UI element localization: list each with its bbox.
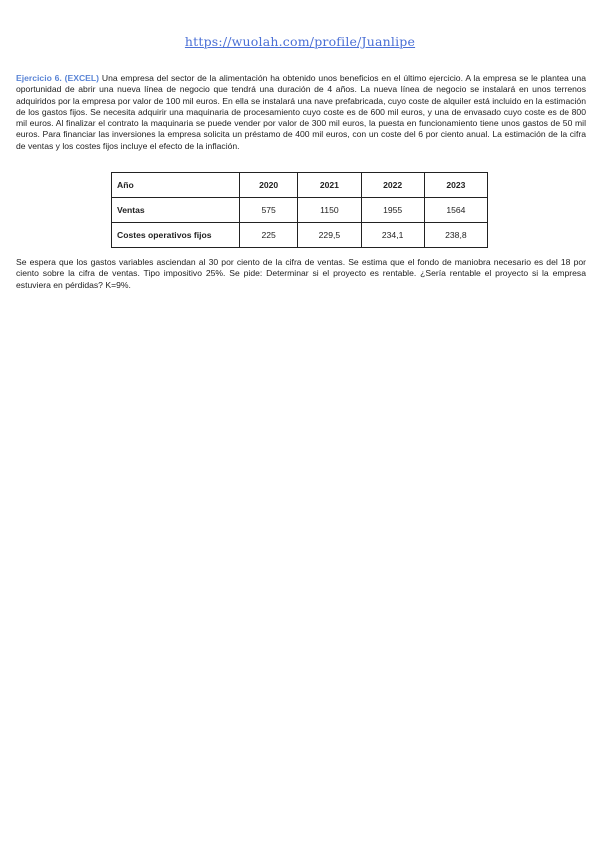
table-row-label: Ventas [112,198,240,223]
followup-statement: Se espera que los gastos variables asciendan al 30 por ciento de la cifra de ventas. Se estima que el fondo de maniobra necesario es del 18 por ciento sobre la cifra de ventas. Tipo impositivo 25%. Se pide: Determinar si el proyecto es rentable. ¿Sería rentable el proyecto si la empresa estuviera en pérdidas? K=9%. [16,257,586,290]
data-table [111,172,488,248]
table-cell: 575 [240,198,298,223]
table-header-cell: 2020 [240,173,298,198]
table-row [112,198,488,223]
table-cell: 225 [240,223,298,248]
table-cell: 1564 [424,198,487,223]
table-header-row [112,173,488,198]
table-cell: 238,8 [424,223,487,248]
table-header-cell: 2022 [361,173,424,198]
table-row-label: Costes operativos fijos [112,223,240,248]
exercise-label: Ejercicio 6. (EXCEL) [16,73,100,83]
table-cell: 234,1 [361,223,424,248]
exercise-statement [16,73,586,152]
table-row [112,223,488,248]
table-header-cell: Año [112,173,240,198]
table-cell: 229,5 [298,223,361,248]
table-cell: 1955 [361,198,424,223]
exercise-text: Una empresa del sector de la alimentación ha obtenido unos beneficios en el último ejercicio. A la empresa se le plantea una oportunidad de abrir una nueva línea de negocio que tendrá una duración de 4 años. La nueva línea de negocio se instalará en unos terrenos adquiridos por la empresa por valor de 100 mil euros. En ella se instalará una nave prefabricada, cuyo coste de alquiler está incluido en la estimación de los gastos fijos. Se necesita adquirir una maquinaria de procesamiento cuyo coste es de 600 mil euros, y una de envasado cuyo coste es de 800 mil euros. Al finalizar el contrato la maquinaria se puede vender por valor de 300 mil euros, la puesta en funcionamiento tiene unos gastos de 50 mil euros. Para financiar las inversiones la empresa solicita un préstamo de 400 mil euros, con un coste del 6 por ciento anual. La estimación de la cifra de ventas y los costes fijos incluye el efecto de la inflación. [16,73,586,151]
table-header-cell: 2021 [298,173,361,198]
table-cell: 1150 [298,198,361,223]
profile-link[interactable]: https://wuolah.com/profile/Juanlipe [184,34,416,49]
table-header-cell: 2023 [424,173,487,198]
